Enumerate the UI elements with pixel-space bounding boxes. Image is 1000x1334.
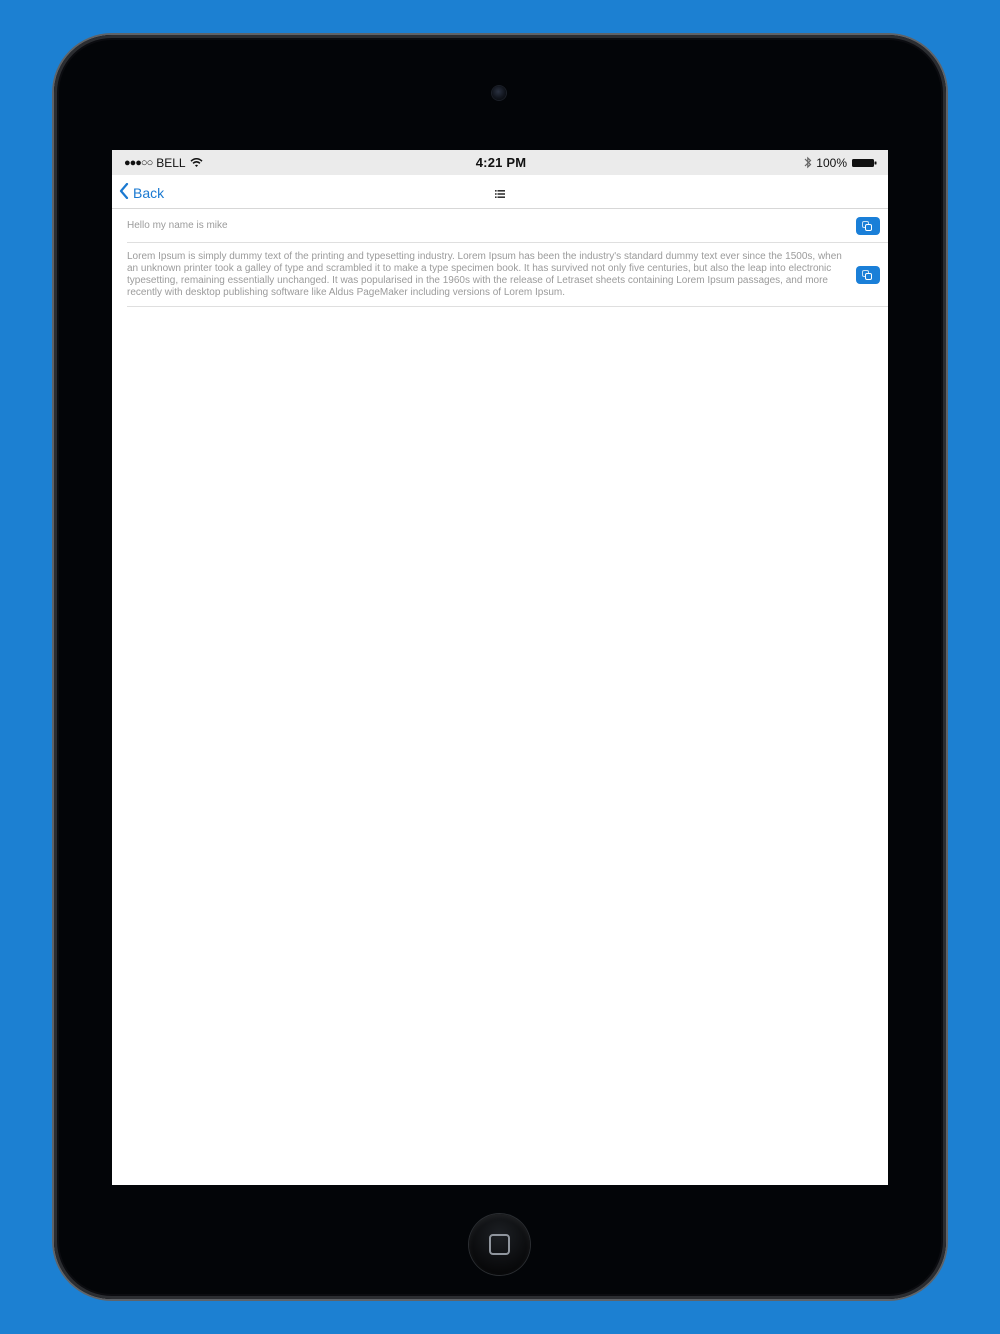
carrier-name: BELL [156,155,186,170]
back-button[interactable] [119,183,164,202]
battery-percentage: 100% [816,155,847,170]
list-item [127,243,888,307]
home-button-icon[interactable] [469,1214,530,1275]
battery-icon [851,157,878,169]
wifi-icon [190,158,203,168]
copy-button[interactable] [856,217,880,235]
list-item-text: Hello my name is mike [127,219,228,231]
signal-strength: ●●●○○ [124,156,153,169]
copy-button[interactable] [856,266,880,284]
status-left [124,156,244,170]
front-camera [492,86,506,100]
ipad-device-frame [54,35,946,1299]
message-list [112,209,888,307]
bluetooth-icon [804,156,812,169]
copy-icon [862,270,873,280]
status-bar [112,150,888,175]
list-icon[interactable] [495,185,505,193]
copy-icon [862,221,873,231]
app-screen [112,150,888,1185]
home-square-icon [489,1234,510,1255]
back-label: Back [133,184,165,201]
list-item [127,209,888,243]
list-item-text: Lorem Ipsum is simply dummy text of the printing and typesetting industry. Lorem Ipsum has been the industry's standard dummy text ever since the 1500s, when an unknown printer took a galley of type and scrambled it to make a type specimen book. It has survived not only five centuries, but also the leap into electronic typesetting, remaining essentially unchanged. It was popularised in the 1960s with the release of Letraset sheets containing Lorem Ipsum passages, and more recently with desktop publishing software like Aldus PageMaker including versions of Lorem Ipsum. [127,250,842,298]
status-right [758,156,878,170]
chevron-left-icon [119,183,129,202]
status-time: 4:21 PM [475,155,527,170]
navigation-bar [112,175,888,209]
